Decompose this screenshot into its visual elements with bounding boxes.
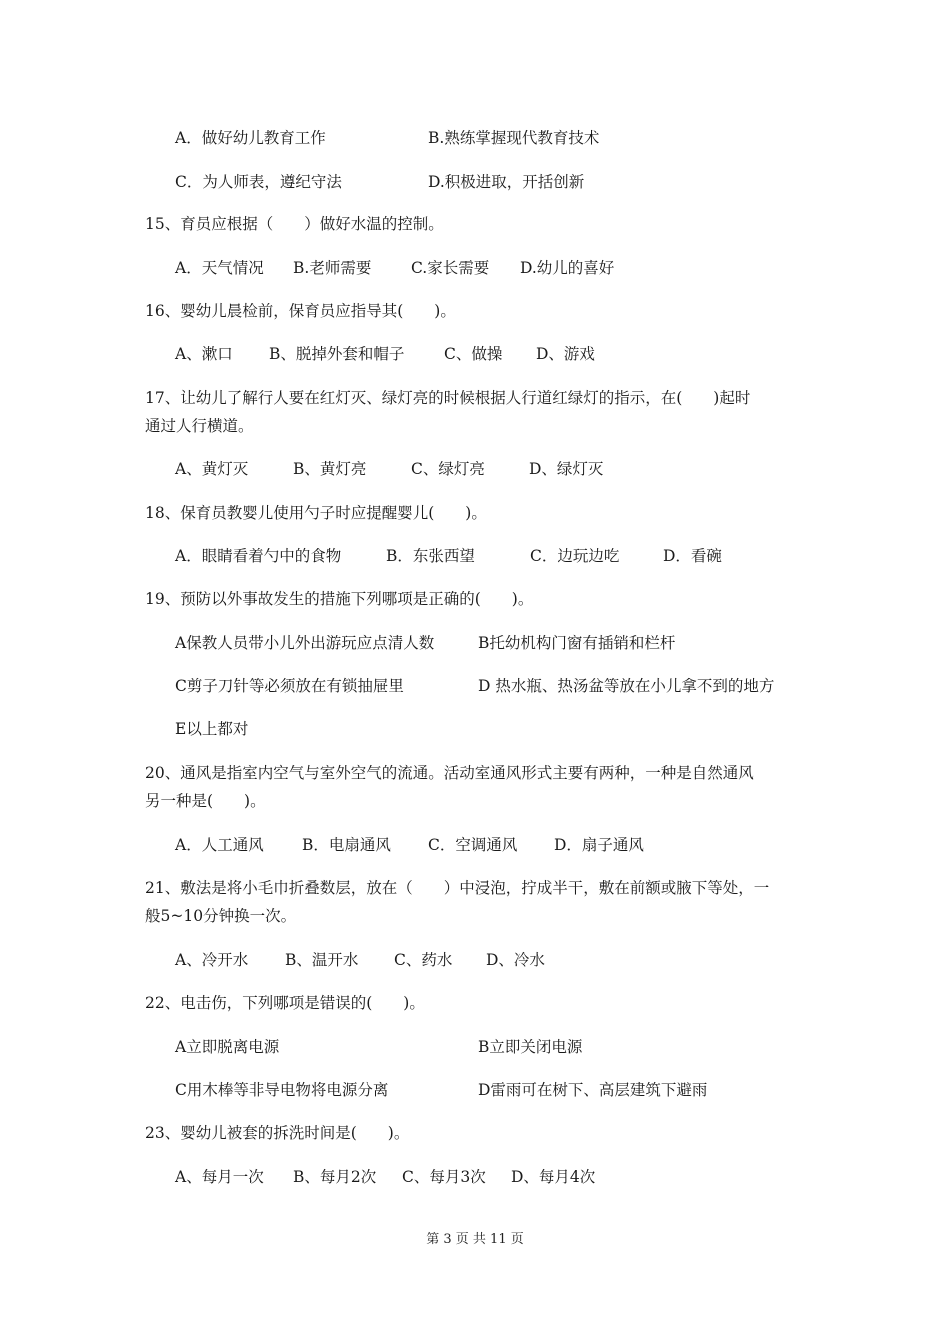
- q17-stem-line2: 通过人行横道。: [145, 417, 254, 435]
- q15-option-a: A．天气情况: [175, 259, 264, 277]
- q20-option-a: A．人工通风: [175, 836, 264, 854]
- q20-option-d: D．扇子通风: [554, 836, 644, 854]
- q20-stem-line2: 另一种是( )。: [145, 792, 266, 810]
- q16-option-a: A、漱口: [175, 345, 233, 363]
- q17-option-a: A、黄灯灭: [175, 460, 249, 478]
- q21-option-d: D、冷水: [486, 951, 545, 969]
- q18-option-c: C．边玩边吃: [530, 547, 620, 565]
- q15-stem: 15、育员应根据（ ）做好水温的控制。: [145, 215, 444, 233]
- q21-stem-line1: 21、敷法是将小毛巾折叠数层，放在（ ）中浸泡，拧成半干，敷在前额或腋下等处，一: [145, 879, 770, 897]
- q18-option-d: D．看碗: [663, 547, 722, 565]
- q18-option-b: B．东张西望: [386, 547, 475, 565]
- q16-option-c: C、做操: [444, 345, 503, 363]
- q22-option-a: A立即脱离电源: [175, 1038, 280, 1056]
- q20-option-b: B．电扇通风: [302, 836, 391, 854]
- q18-stem: 18、保育员教婴儿使用勺子时应提醒婴儿( )。: [145, 504, 487, 522]
- q21-option-b: B、温开水: [285, 951, 359, 969]
- q14-option-d: D.积极进取，开括创新: [428, 173, 585, 191]
- q16-option-d: D、游戏: [536, 345, 595, 363]
- q19-stem: 19、预防以外事故发生的措施下列哪项是正确的( )。: [145, 590, 534, 608]
- q14-option-b: B.熟练掌握现代教育技术: [428, 129, 600, 147]
- q19-option-b: B托幼机构门窗有插销和栏杆: [478, 634, 676, 652]
- q15-option-b: B.老师需要: [293, 259, 372, 277]
- q22-option-c: C用木棒等非导电物将电源分离: [175, 1081, 389, 1099]
- q21-option-a: A、冷开水: [175, 951, 249, 969]
- q22-option-d: D雷雨可在树下、高层建筑下避雨: [478, 1081, 708, 1099]
- q23-option-b: B、每月2次: [293, 1168, 377, 1186]
- q20-option-c: C．空调通风: [428, 836, 518, 854]
- q23-option-a: A、每月一次: [175, 1168, 264, 1186]
- q19-option-c: C剪子刀针等必须放在有锁抽屉里: [175, 677, 404, 695]
- q23-option-d: D、每月4次: [511, 1168, 596, 1186]
- q19-option-d: D 热水瓶、热汤盆等放在小儿拿不到的地方: [478, 677, 775, 695]
- q19-option-a: A保教人员带小儿外出游玩应点清人数: [175, 634, 435, 652]
- q20-stem-line1: 20、通风是指室内空气与室外空气的流通。活动室通风形式主要有两种，一种是自然通风: [145, 764, 754, 782]
- q17-option-c: C、绿灯亮: [411, 460, 485, 478]
- q23-stem: 23、婴幼儿被套的拆洗时间是( )。: [145, 1124, 410, 1142]
- q22-stem: 22、电击伤，下列哪项是错误的( )。: [145, 994, 425, 1012]
- q22-option-b: B立即关闭电源: [478, 1038, 583, 1056]
- q21-stem-line2: 般5~10分钟换一次。: [145, 907, 297, 925]
- q21-option-c: C、药水: [394, 951, 453, 969]
- q14-option-a: A．做好幼儿教育工作: [175, 129, 326, 147]
- q14-option-c: C．为人师表，遵纪守法: [175, 173, 342, 191]
- q17-option-b: B、黄灯亮: [293, 460, 367, 478]
- q23-option-c: C、每月3次: [402, 1168, 486, 1186]
- q17-option-d: D、绿灯灭: [529, 460, 604, 478]
- q16-option-b: B、脱掉外套和帽子: [269, 345, 405, 363]
- q16-stem: 16、婴幼儿晨检前，保育员应指导其( )。: [145, 302, 456, 320]
- q17-stem-line1: 17、让幼儿了解行人要在红灯灭、绿灯亮的时候根据人行道红绿灯的指示，在( )起时: [145, 389, 751, 407]
- q18-option-a: A．眼睛看着勺中的食物: [175, 547, 342, 565]
- q15-option-d: D.幼儿的喜好: [520, 259, 615, 277]
- page-footer: 第 3 页 共 11 页: [426, 1232, 524, 1247]
- q19-option-e: E以上都对: [175, 720, 249, 738]
- q15-option-c: C.家长需要: [411, 259, 490, 277]
